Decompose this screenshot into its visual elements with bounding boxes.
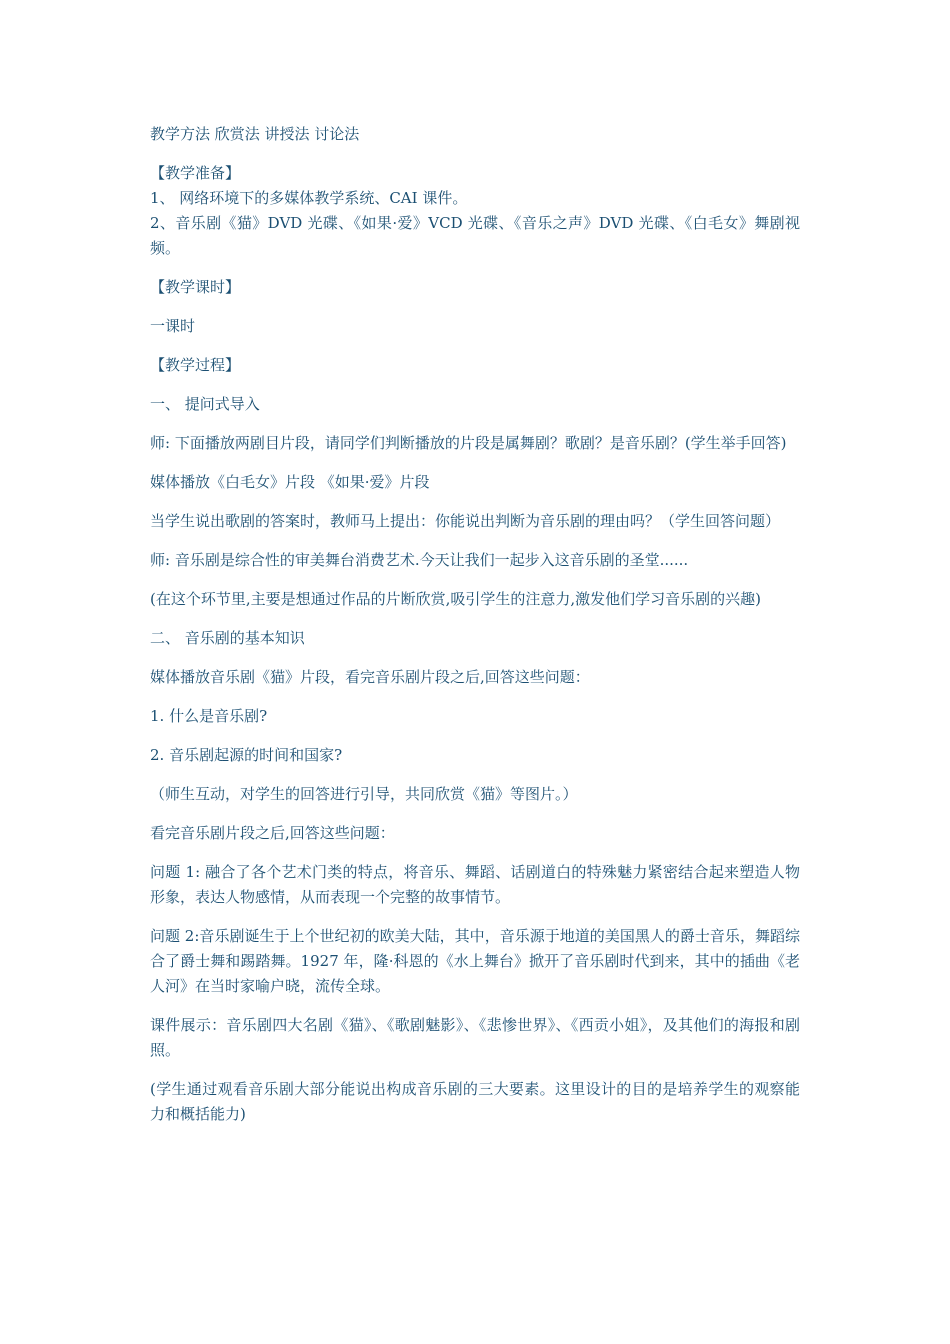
section-2-paragraph: 1. 什么是音乐剧? [150, 707, 268, 725]
prep-item: 2、音乐剧《猫》DVD 光碟、《如果·爱》VCD 光碟、《音乐之声》DVD 光碟、《白毛女》舞剧视频。 [150, 214, 800, 257]
section-2-paragraph: (学生通过观看音乐剧大部分能说出构成音乐剧的三大要素。这里设计的目的是培养学生的观察能力和概括能力) [150, 1080, 800, 1123]
section-2-paragraph: 看完音乐剧片段之后,回答这些问题： [150, 824, 395, 842]
section-2-paragraph: （师生互动，对学生的回答进行引导，共同欣赏《猫》等图片。） [150, 785, 578, 803]
section-2-paragraph: 课件展示：音乐剧四大名剧《猫》、《歌剧魅影》、《悲惨世界》、《西贡小姐》，及其他们的海报和剧照。 [150, 1016, 800, 1059]
prep-heading: 【教学准备】 [150, 164, 241, 182]
section-2-paragraph: 问题 1: 融合了各个艺术门类的特点，将音乐、舞蹈、话剧道白的特殊魅力紧密结合起来塑造人物形象，表达人物感情，从而表现一个完整的故事情节。 [150, 863, 800, 906]
section-1-paragraph: 师: 音乐剧是综合性的审美舞台消费艺术.今天让我们一起步入这音乐剧的圣堂...... [150, 551, 689, 569]
section-2-paragraph: 2. 音乐剧起源的时间和国家? [150, 746, 343, 764]
section-1-paragraph: 师: 下面播放两剧目片段，请同学们判断播放的片段是属舞剧？歌剧？是音乐剧？(学生举手回答) [150, 434, 787, 452]
teaching-methods-line: 教学方法 欣赏法 讲授法 讨论法 [150, 125, 360, 143]
section-2-paragraph: 媒体播放音乐剧《猫》片段，看完音乐剧片段之后,回答这些问题： [150, 668, 590, 686]
section-1-paragraph: 媒体播放《白毛女》片段 《如果·爱》片段 [150, 473, 430, 491]
hours-heading: 【教学课时】 [150, 278, 241, 296]
section-2-paragraph: 问题 2:音乐剧诞生于上个世纪初的欧美大陆，其中，音乐源于地道的美国黑人的爵士音乐，舞蹈综合了爵士舞和踢踏舞。1927 年，隆·科恩的《水上舞台》掀开了音乐剧时代到来，其中的插曲《老人河》在当时家喻户晓，流传全球。 [150, 927, 800, 995]
document-page [150, 122, 800, 1141]
prep-item: 1、 网络环境下的多媒体教学系统、CAI 课件。 [150, 189, 468, 207]
section-1-paragraph: (在这个环节里,主要是想通过作品的片断欣赏,吸引学生的注意力,激发他们学习音乐剧的兴趣) [150, 590, 762, 608]
section-2-title: 二、 音乐剧的基本知识 [150, 629, 305, 647]
section-1-paragraph: 当学生说出歌剧的答案时，教师马上提出：你能说出判断为音乐剧的理由吗？（学生回答问题） [150, 512, 781, 530]
hours-value: 一课时 [150, 317, 196, 335]
process-heading: 【教学过程】 [150, 356, 241, 374]
section-1-title: 一、 提问式导入 [150, 395, 260, 413]
